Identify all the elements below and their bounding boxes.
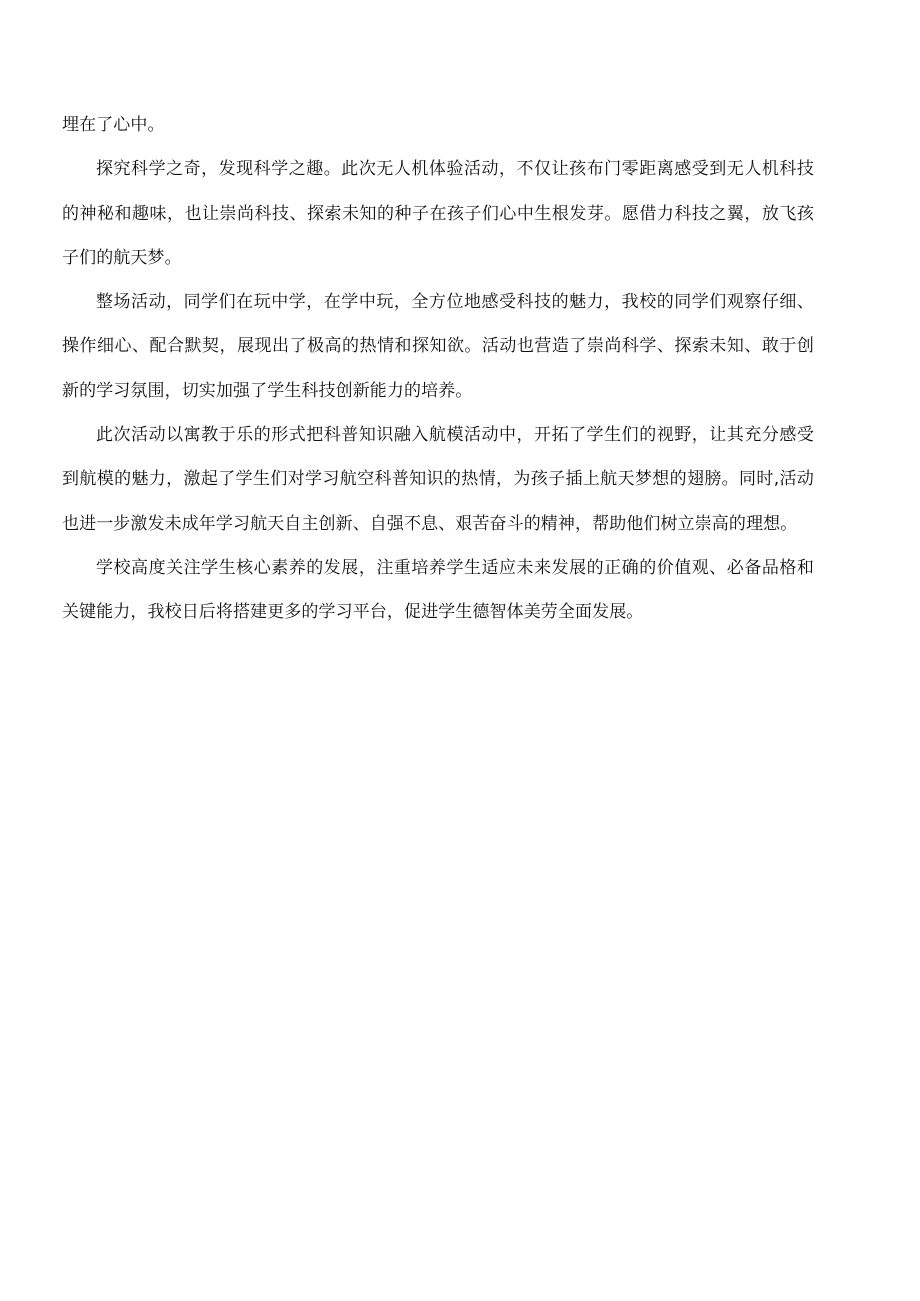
- paragraph-activity-overview: 整场活动，同学们在玩中学，在学中玩，全方位地感受科技的魅力，我校的同学们观察仔细、操作细心、配合默契，展现出了极高的热情和探知欲。活动也营造了崇尚科学、探索未知、敢于创新的学习氛围，切实加强了学生科技创新能力的培养。: [62, 292, 814, 401]
- paragraph-aviation-model: 此次活动以寓教于乐的形式把科普知识融入航模活动中，开拓了学生们的视野，让其充分感受到航模的魅力，激起了学生们对学习航空科普知识的热情，为孩子插上航天梦想的翅膀。同时,活动也进一步激发未成年学习航天自主创新、自强不息、艰苦奋斗的精神，帮助他们树立崇高的理想。: [62, 425, 814, 534]
- paragraph-science-exploration: 探究科学之奇，发现科学之趣。此次无人机体验活动，不仅让孩布门零距离感受到无人机科技的神秘和趣味，也让崇尚科技、探索未知的种子在孩子们心中生根发芽。愿借力科技之翼，放飞孩子们的航天梦。: [62, 159, 814, 268]
- paragraph-continuation: 埋在了心中。: [62, 115, 165, 135]
- paragraph-school-development: 学校高度关注学生核心素养的发展，注重培养学生适应未来发展的正确的价值观、必备品格和关键能力，我校日后将搭建更多的学习平台，促进学生德智体美劳全面发展。: [62, 557, 814, 623]
- document-body: [62, 103, 814, 635]
